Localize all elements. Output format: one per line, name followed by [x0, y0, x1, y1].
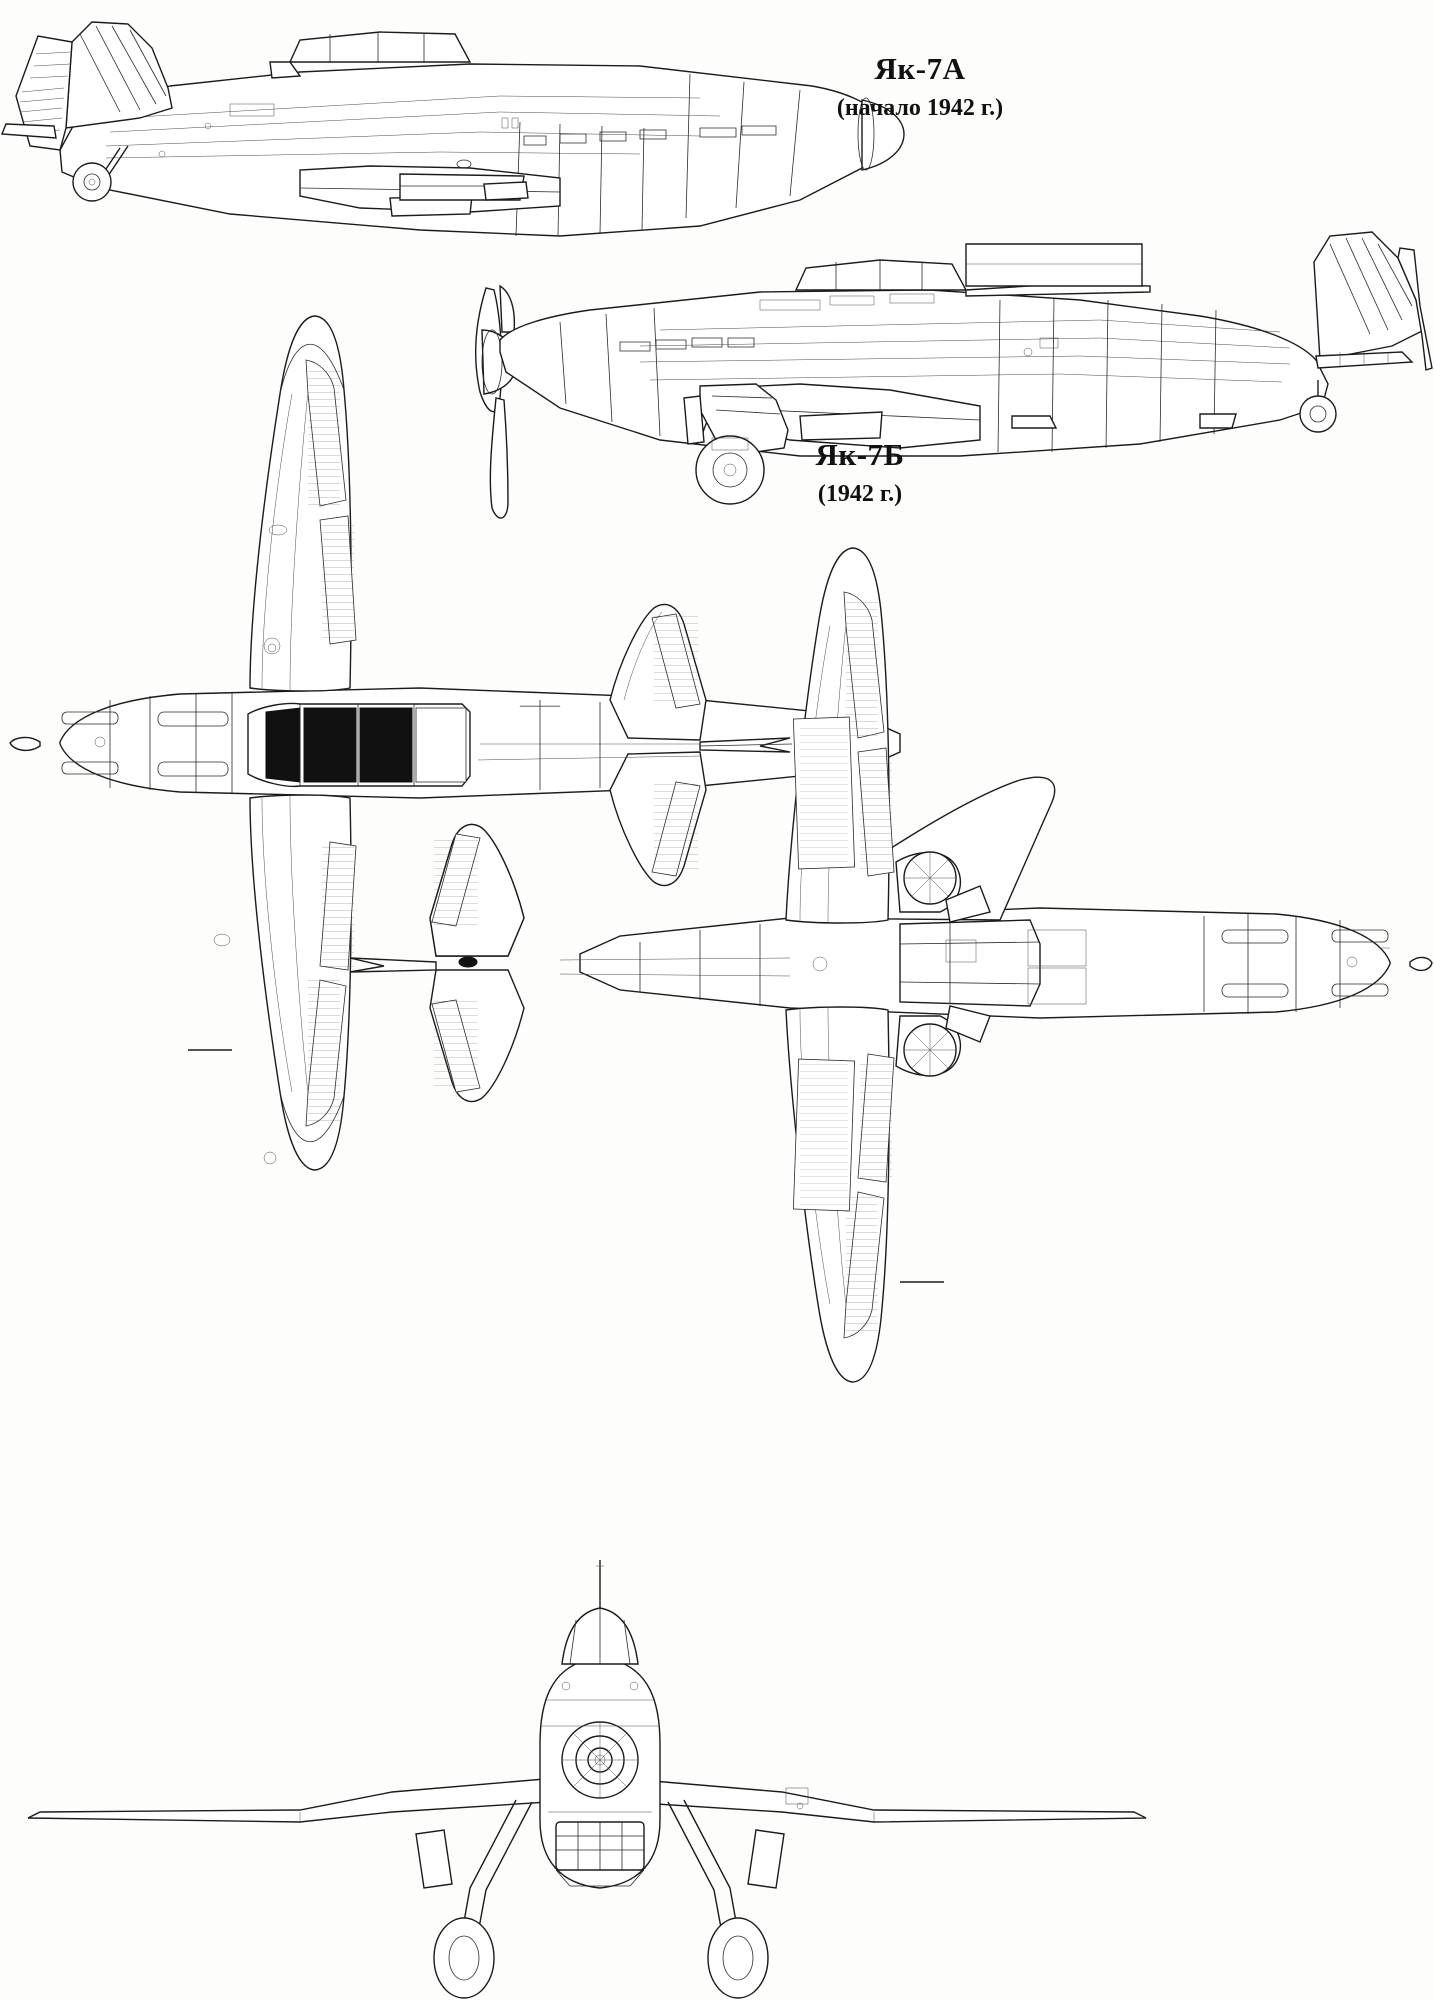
caption-yak7a-title: Як-7А — [874, 51, 966, 86]
caption-yak7a — [760, 50, 1080, 123]
view-yak7b-plan-bottom — [350, 548, 1432, 1382]
caption-yak7b — [700, 436, 1020, 509]
caption-yak7b-title: Як-7Б — [815, 437, 905, 472]
view-yak7b-front — [28, 1560, 1146, 1998]
caption-yak7b-subtitle: (1942 г.) — [817, 480, 903, 507]
caption-yak7a-subtitle: (начало 1942 г.) — [836, 94, 1004, 121]
